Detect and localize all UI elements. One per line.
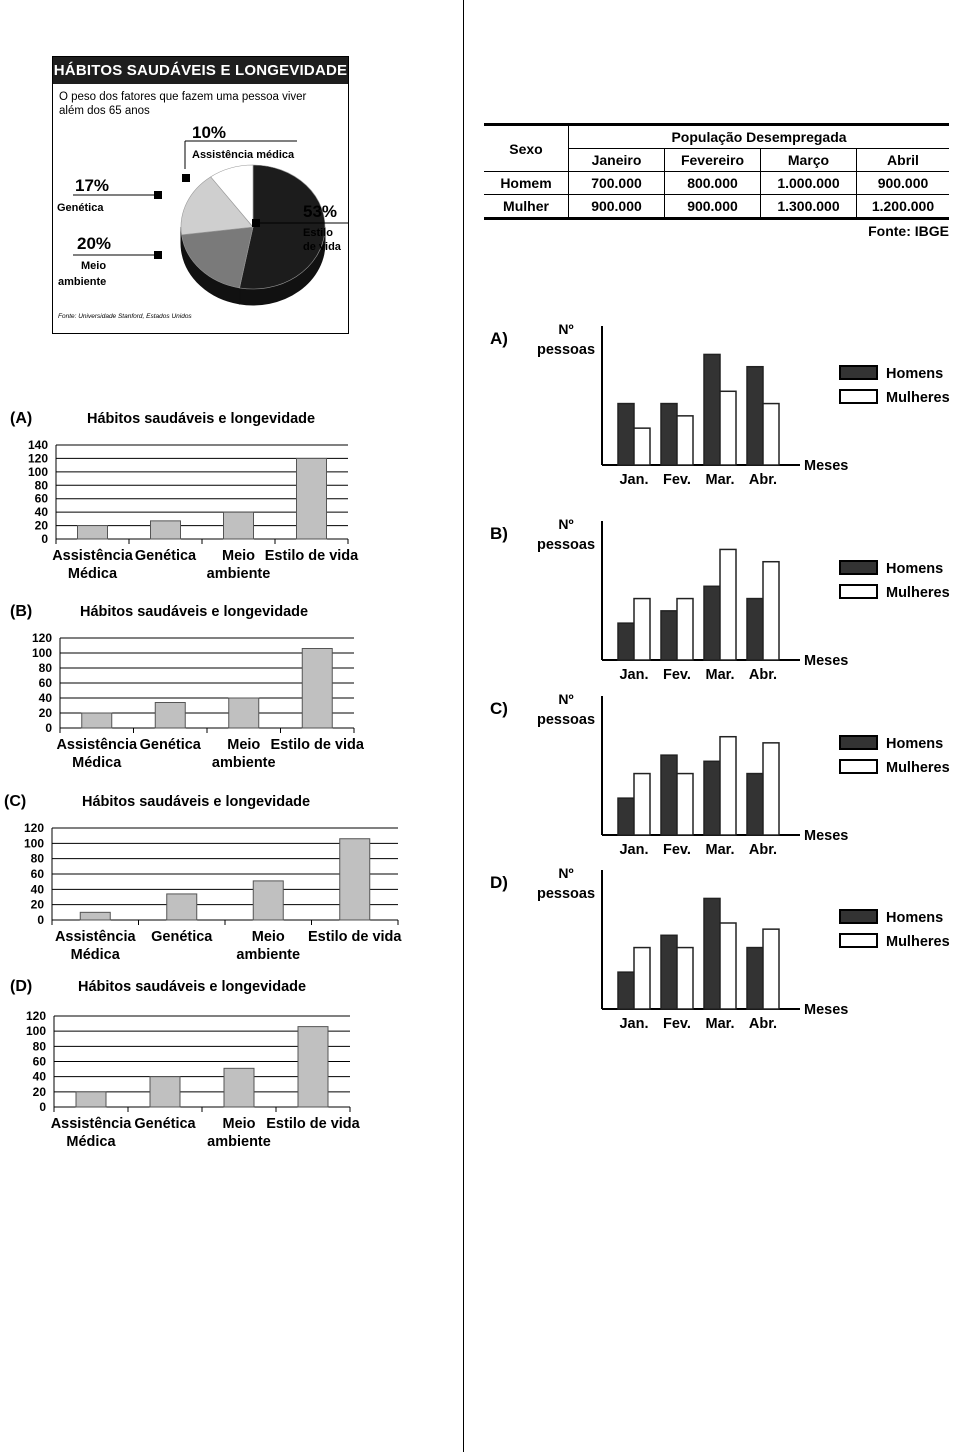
bar: [224, 1068, 254, 1107]
y-tick-label: 0: [45, 721, 52, 735]
chart-option-b-grouped: [488, 513, 963, 685]
x-axis-label: Meses: [804, 458, 849, 474]
pie-pct-assistencia: 10%: [192, 123, 227, 142]
y-tick-label: 20: [30, 897, 44, 912]
chart-title: Hábitos saudáveis e longevidade: [87, 411, 316, 427]
y-axis-label: pessoas: [536, 342, 596, 358]
option-label: (C): [4, 793, 27, 810]
x-tick-label: Meio: [227, 737, 261, 753]
bar-homens: [618, 972, 634, 1009]
pie-pct-estilo: 53%: [303, 202, 338, 221]
x-tick-label: Assistência: [54, 929, 136, 945]
bar: [78, 526, 108, 539]
x-tick-label: Abr.: [748, 842, 778, 858]
y-tick-label: 100: [31, 646, 52, 660]
x-tick-label: Fev.: [663, 842, 691, 858]
option-label: D): [490, 873, 508, 892]
table-cell: 1.000.000: [761, 172, 857, 195]
pie-label-genetica: Genética: [57, 202, 104, 214]
x-tick-label: Estilo de vida: [270, 737, 364, 753]
x-axis-label: Meses: [804, 653, 849, 669]
bar-homens: [704, 898, 720, 1009]
table-header-month: Abril: [857, 149, 950, 172]
y-tick-label: 80: [34, 478, 48, 493]
x-tick-label: Jan.: [619, 842, 649, 858]
y-tick-label: 0: [41, 532, 48, 546]
x-tick-label: Jan.: [619, 1016, 649, 1032]
table-cell: 900.000: [857, 172, 950, 195]
pie-pct-meio: 20%: [77, 234, 112, 253]
option-label: C): [490, 699, 508, 718]
x-tick-label: Jan.: [619, 667, 649, 683]
x-tick-label: ambiente: [211, 755, 276, 771]
pie-label-estilo-2: de vida: [303, 241, 341, 253]
table-cell: 1.300.000: [761, 195, 857, 219]
table-row: [484, 195, 949, 219]
x-tick-label: Genética: [134, 1116, 196, 1132]
y-tick-label: 80: [32, 1039, 46, 1054]
pie-title: HÁBITOS SAUDÁVEIS E LONGEVIDADE: [53, 57, 348, 84]
bar-mulheres: [720, 737, 736, 835]
bar-homens: [661, 404, 677, 465]
table-cell-sexo: Homem: [484, 172, 569, 195]
bar: [76, 1092, 106, 1107]
x-tick-label: Jan.: [619, 472, 649, 488]
legend-swatch: [840, 934, 877, 947]
x-tick-label: ambiente: [236, 947, 301, 963]
table-header-group: População Desempregada: [569, 125, 950, 149]
chart-title: Hábitos saudáveis e longevidade: [82, 794, 311, 810]
bar: [155, 703, 185, 729]
y-tick-label: 0: [39, 1100, 46, 1114]
legend-label: Homens: [886, 910, 944, 926]
legend-label: Mulheres: [886, 934, 950, 950]
legend-label: Homens: [886, 366, 944, 382]
bar-mulheres: [677, 948, 693, 1009]
pie-subtitle-line1: O peso dos fatores que fazem uma pessoa viver: [59, 91, 307, 103]
pie-marker: [252, 219, 260, 227]
bar-homens: [661, 755, 677, 835]
pie-pct-genetica: 17%: [75, 176, 110, 195]
bar-homens: [661, 935, 677, 1009]
bar: [302, 649, 332, 729]
x-tick-label: Abr.: [748, 472, 778, 488]
y-axis-label: Nº: [558, 321, 574, 337]
bar-mulheres: [763, 929, 779, 1009]
bar: [298, 1027, 328, 1107]
bar: [82, 713, 112, 728]
x-tick-label: Genética: [134, 548, 197, 564]
chart-option-c-grouped: [488, 688, 963, 860]
pie-marker: [154, 251, 162, 259]
pie-label-meio: [81, 260, 106, 273]
table-cell: 900.000: [665, 195, 761, 219]
pie-infographic: [52, 56, 349, 334]
bar-homens: [618, 623, 634, 660]
legend-swatch: [840, 910, 877, 923]
bar-homens: [747, 774, 763, 835]
x-tick-label: Fev.: [663, 472, 691, 488]
option-label: (D): [10, 978, 33, 995]
y-tick-label: 60: [32, 1054, 46, 1069]
y-tick-label: 80: [38, 661, 52, 675]
bar-homens: [618, 798, 634, 835]
bar-mulheres: [763, 404, 779, 465]
bar-mulheres: [634, 428, 650, 465]
chart-option-d: [8, 971, 398, 1151]
x-tick-label: Abr.: [748, 1016, 778, 1032]
x-tick-label: Médica: [70, 947, 120, 963]
table-cell: 700.000: [569, 172, 665, 195]
x-tick-label: ambiente: [206, 566, 271, 582]
bar: [297, 458, 327, 539]
table-cell: 1.200.000: [857, 195, 950, 219]
bar-mulheres: [677, 416, 693, 465]
chart-option-b: [8, 596, 398, 774]
pie-label-meio-1: Meio: [81, 260, 107, 272]
x-tick-label: Mar.: [705, 1016, 735, 1032]
legend-label: Homens: [886, 561, 944, 577]
chart-option-a-grouped: [488, 318, 963, 490]
pie-marker: [154, 191, 162, 199]
option-label: (B): [10, 603, 33, 620]
bar-homens: [747, 367, 763, 465]
x-tick-label: Meio: [251, 929, 285, 945]
bar-homens: [704, 761, 720, 835]
chart-title: Hábitos saudáveis e longevidade: [80, 604, 309, 620]
chart-option-c: [2, 786, 402, 966]
x-axis-label: Meses: [804, 1002, 849, 1018]
legend-swatch: [840, 585, 877, 598]
x-tick-label: Meio: [222, 1116, 256, 1132]
y-tick-label: 60: [38, 676, 52, 690]
chart-option-d-grouped: [488, 862, 963, 1034]
table-source: Fonte: IBGE: [868, 223, 949, 239]
y-tick-label: 120: [25, 1009, 46, 1023]
x-tick-label: Mar.: [705, 472, 735, 488]
x-axis-label: Meses: [804, 828, 849, 844]
y-tick-label: 20: [34, 518, 48, 533]
column-divider: [463, 0, 464, 1452]
unemployment-table: [484, 123, 949, 239]
table-cell-sexo: Mulher: [484, 195, 569, 219]
bar: [229, 698, 259, 728]
x-tick-label: Estilo de vida: [264, 548, 359, 564]
y-tick-label: 40: [32, 1069, 46, 1084]
legend-label: Mulheres: [886, 585, 950, 601]
table-header-sexo: Sexo: [484, 125, 569, 172]
bar-mulheres: [763, 743, 779, 835]
y-axis-label: pessoas: [536, 537, 596, 553]
y-tick-label: 100: [25, 1024, 46, 1039]
legend-swatch: [840, 366, 877, 379]
bar-homens: [704, 586, 720, 660]
chart-option-a: [8, 403, 398, 583]
pie-subtitle-line2: além dos 65 anos: [59, 105, 150, 117]
legend-label: Mulheres: [886, 760, 950, 776]
bar-mulheres: [720, 923, 736, 1009]
x-tick-label: Assistência: [56, 737, 138, 753]
y-tick-label: 60: [30, 867, 44, 881]
y-tick-label: 20: [38, 706, 52, 720]
table-header-month: Fevereiro: [665, 149, 761, 172]
table-cell: 900.000: [569, 195, 665, 219]
legend-swatch: [840, 760, 877, 773]
bar-mulheres: [634, 948, 650, 1009]
x-tick-label: Assistência: [50, 1116, 132, 1132]
bar-mulheres: [763, 562, 779, 660]
bar-homens: [747, 948, 763, 1009]
y-axis-label: pessoas: [536, 712, 596, 728]
option-label: A): [490, 329, 508, 348]
y-tick-label: 80: [30, 851, 44, 866]
y-tick-label: 100: [27, 464, 48, 479]
x-tick-label: Médica: [66, 1134, 116, 1150]
pie-label-assistencia: Assistência médica: [192, 149, 295, 161]
x-tick-label: Abr.: [748, 667, 778, 683]
table-header-month: Janeiro: [569, 149, 665, 172]
bar: [150, 1077, 180, 1107]
x-tick-label: Estilo de vida: [266, 1116, 360, 1132]
legend-swatch: [840, 390, 877, 403]
bar-mulheres: [634, 774, 650, 835]
y-tick-label: 40: [38, 691, 52, 705]
x-tick-label: Estilo de vida: [308, 929, 402, 945]
y-tick-label: 100: [23, 836, 44, 851]
y-tick-label: 60: [34, 491, 48, 506]
pie-source: Fonte: Universidade Stanford, Estados Unidos: [58, 313, 192, 320]
y-tick-label: 40: [30, 882, 44, 897]
x-tick-label: Fev.: [663, 667, 691, 683]
bar-homens: [618, 404, 634, 465]
x-tick-label: ambiente: [207, 1134, 271, 1150]
bar-mulheres: [720, 549, 736, 660]
x-tick-label: Fev.: [663, 1016, 691, 1032]
option-label: (A): [10, 410, 33, 427]
y-tick-label: 0: [37, 913, 44, 927]
bar: [80, 912, 110, 920]
legend-swatch: [840, 736, 877, 749]
y-tick-label: 120: [23, 821, 44, 835]
y-axis-label: Nº: [558, 691, 574, 707]
bar: [151, 521, 181, 539]
y-tick-label: 120: [27, 451, 48, 466]
bar-mulheres: [677, 774, 693, 835]
y-tick-label: 40: [34, 505, 48, 520]
y-tick-label: 140: [27, 438, 48, 452]
bar-mulheres: [677, 599, 693, 660]
pie-label-meio-2: ambiente: [58, 276, 107, 288]
bar-homens: [747, 599, 763, 660]
y-axis-label: Nº: [558, 865, 574, 881]
x-tick-label: Genética: [139, 737, 201, 753]
y-axis-label: Nº: [558, 516, 574, 532]
bar-homens: [661, 611, 677, 660]
bar-mulheres: [720, 391, 736, 465]
y-tick-label: 120: [31, 631, 52, 645]
bar: [253, 881, 283, 920]
x-tick-label: Médica: [67, 566, 118, 582]
x-tick-label: Genética: [151, 929, 213, 945]
bar: [167, 894, 197, 920]
bar-mulheres: [634, 599, 650, 660]
legend-label: Homens: [886, 736, 944, 752]
chart-title: Hábitos saudáveis e longevidade: [78, 979, 307, 995]
x-tick-label: Médica: [72, 755, 122, 771]
bar-homens: [704, 354, 720, 465]
y-axis-label: pessoas: [536, 886, 596, 902]
table-cell: 800.000: [665, 172, 761, 195]
x-tick-label: Meio: [221, 548, 256, 564]
option-label: B): [490, 524, 508, 543]
pie-label-estilo-1: Estilo: [303, 227, 333, 239]
pie-marker: [182, 174, 190, 182]
x-tick-label: Mar.: [705, 842, 735, 858]
table-header-month: Março: [761, 149, 857, 172]
bar: [224, 512, 254, 539]
table-row: [484, 172, 949, 195]
y-tick-label: 20: [32, 1084, 46, 1099]
bar: [340, 839, 370, 920]
legend-label: Mulheres: [886, 390, 950, 406]
x-tick-label: Assistência: [52, 548, 133, 564]
legend-swatch: [840, 561, 877, 574]
x-tick-label: Mar.: [705, 667, 735, 683]
